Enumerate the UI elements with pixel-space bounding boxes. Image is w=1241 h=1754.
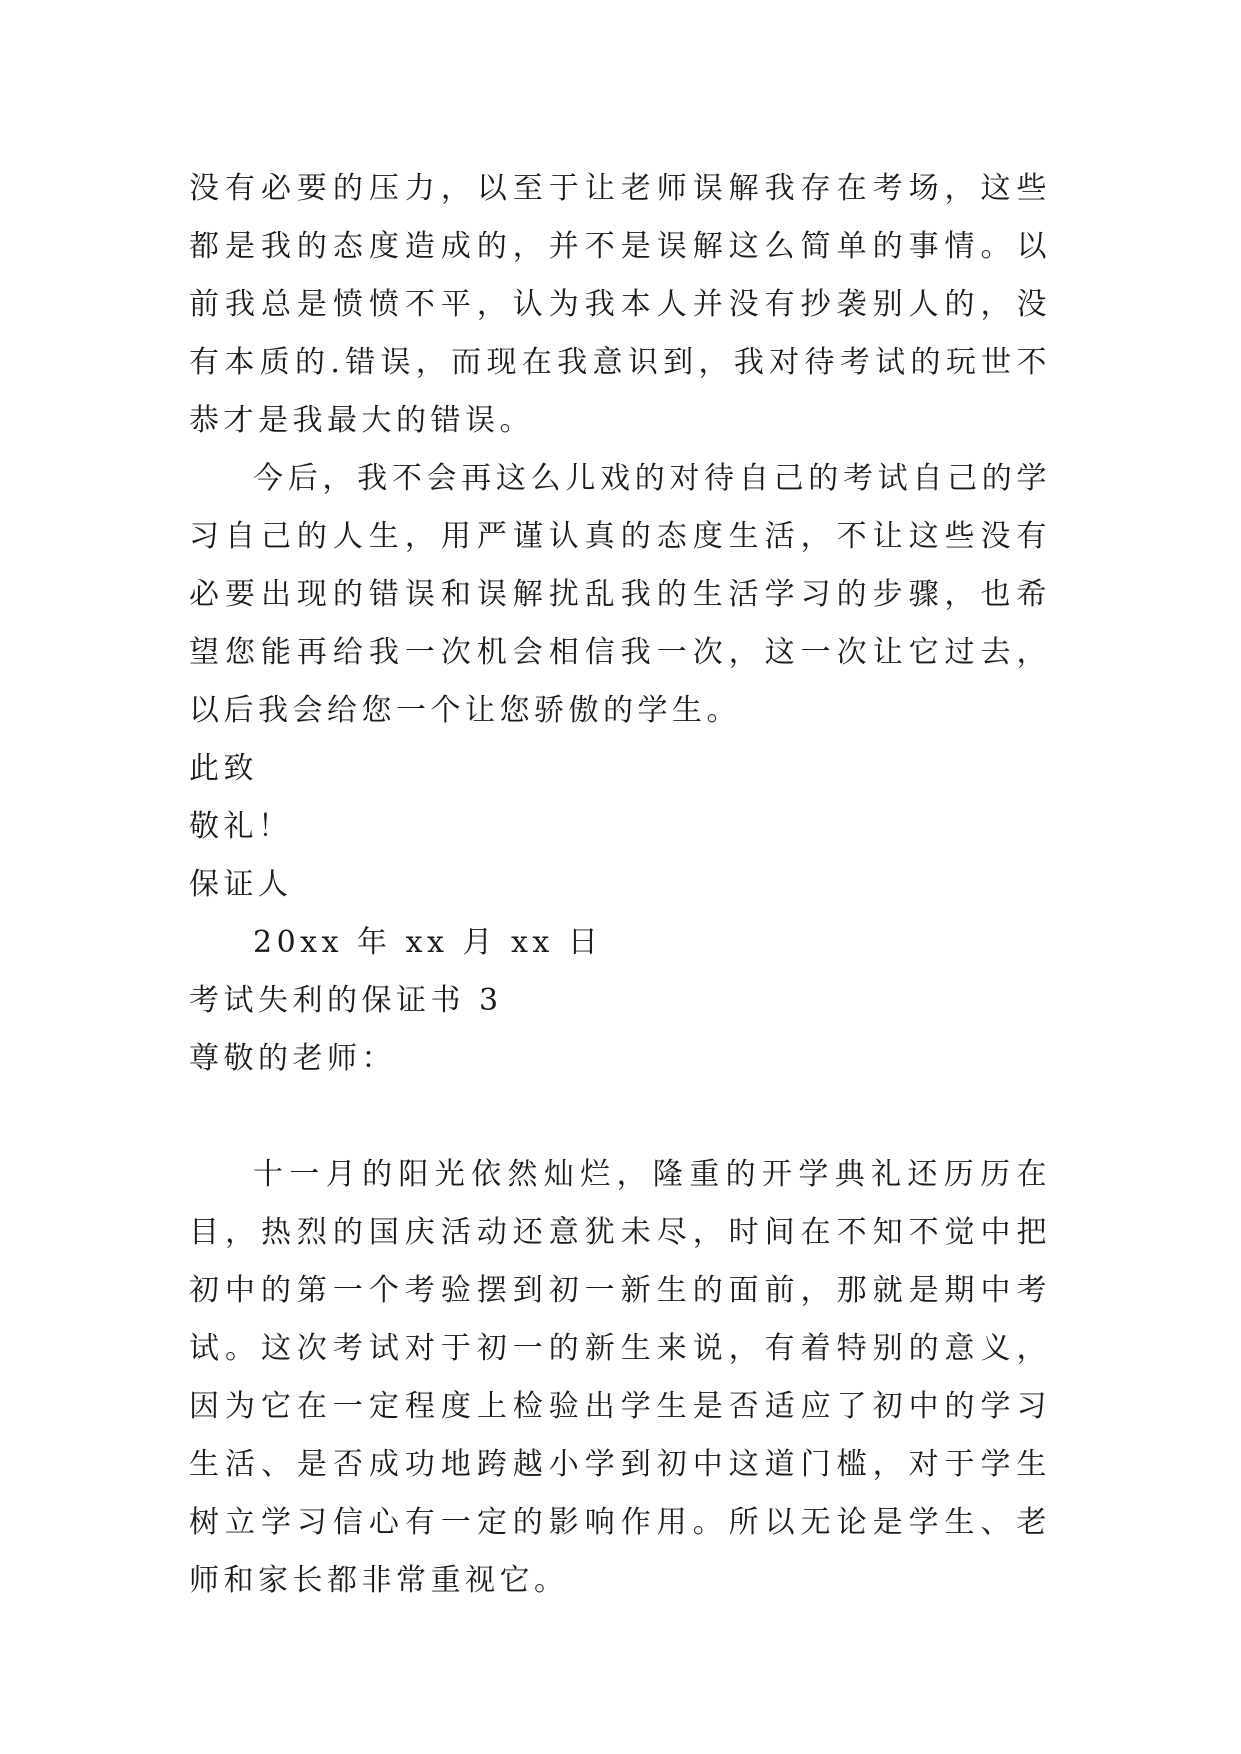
paragraph-midterm: 十一月的阳光依然灿烂，隆重的开学典礼还历历在目，热烈的国庆活动还意犹未尽，时间在不知不觉中把初中的第一个考验摆到初一新生的面前，那就是期中考试。这次考试对于初一的新生来说，有着特别的意义，因为它在一定程度上检验出学生是否适应了初中的学习生活、是否成功地跨越小学到初中这道门槛，对于学生树立学习信心有一定的影响作用。所以无论是学生、老师和家长都非常重视它。 bbox=[189, 1157, 1051, 1598]
closing-jingli: 敬礼！ bbox=[189, 809, 293, 844]
closing-cizhi: 此致 bbox=[189, 751, 258, 786]
document-body bbox=[189, 160, 1051, 1610]
paragraph-continued: 没有必要的压力，以至于让老师误解我存在考场，这些都是我的态度造成的，并不是误解这么简单的事情。以前我总是愤愤不平，认为我本人并没有抄袭别人的，没有本质的.错误，而现在我意识到，我对待考试的玩世不恭才是我最大的错误。 bbox=[189, 171, 1051, 438]
signature-date: 20xx 年 xx 月 xx 日 bbox=[253, 925, 603, 960]
salutation: 尊敬的老师： bbox=[189, 1041, 396, 1076]
blank-line bbox=[189, 1088, 1051, 1146]
paragraph-resolution: 今后，我不会再这么儿戏的对待自己的考试自己的学习自己的人生，用严谨认真的态度生活，不让这些没有必要出现的错误和误解扰乱我的生活学习的步骤，也希望您能再给我一次机会相信我一次，这一次让它过去，以后我会给您一个让您骄傲的学生。 bbox=[189, 461, 1051, 728]
section-title: 考试失利的保证书 3 bbox=[189, 983, 503, 1018]
signer-label: 保证人 bbox=[189, 867, 293, 902]
